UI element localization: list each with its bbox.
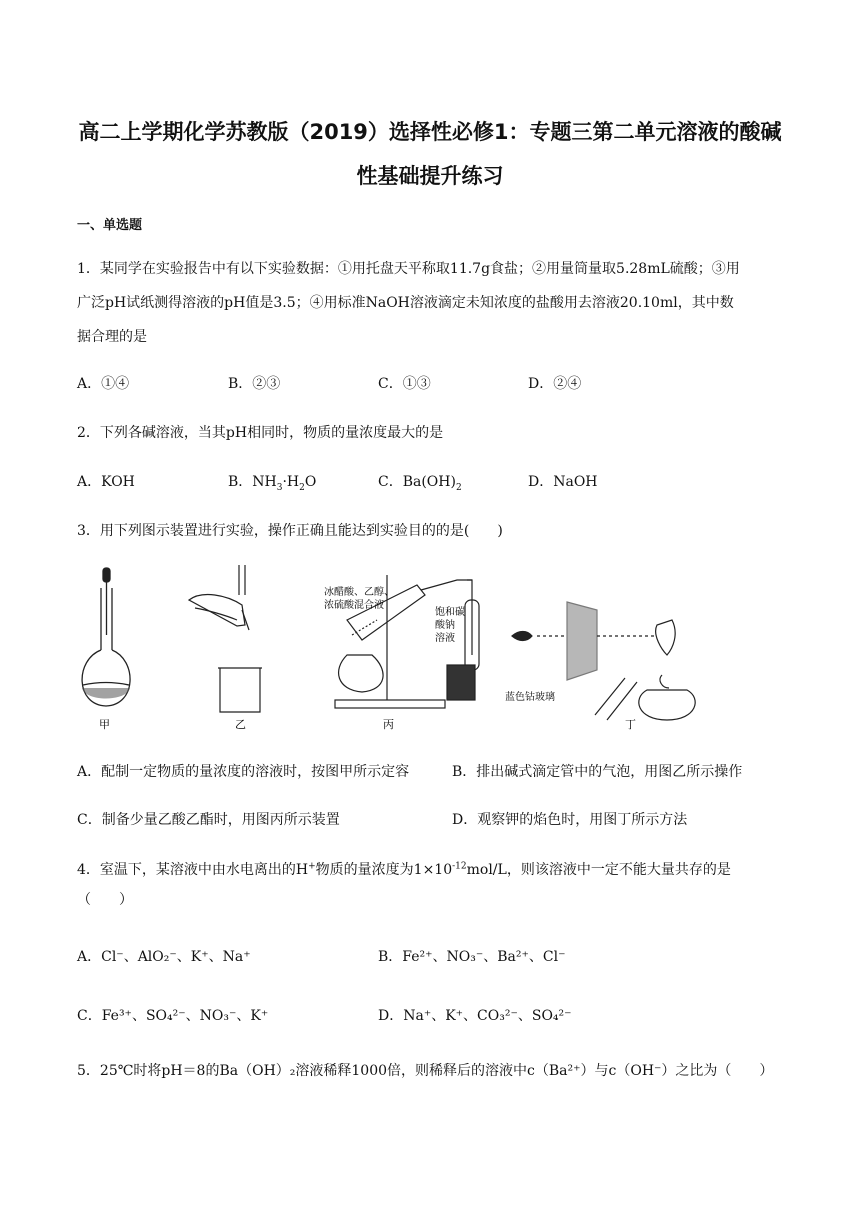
label-bing-note3: 饱和碳 bbox=[435, 607, 465, 618]
q3-apparatus-figure bbox=[77, 560, 777, 735]
q4-option-d: D．Na⁺、K⁺、CO₃²⁻、SO₄²⁻ bbox=[378, 1008, 572, 1024]
q3-option-d: D．观察钾的焰色时，用图丁所示方法 bbox=[452, 812, 688, 828]
volumetric-flask-figure bbox=[82, 568, 130, 706]
label-bing: 丙 bbox=[383, 718, 394, 731]
q4-option-a: A．Cl⁻、AlO₂⁻、K⁺、Na⁺ bbox=[77, 949, 251, 965]
label-bing-note2: 浓硫酸混合液 bbox=[324, 600, 384, 611]
label-ding-note: 蓝色钴玻璃 bbox=[505, 692, 555, 703]
q4-paren: （ ） bbox=[77, 892, 133, 908]
q3-text: 3．用下列图示装置进行实验，操作正确且能达到实验目的的是( ) bbox=[77, 523, 503, 539]
q3-option-c: C．制备少量乙酸乙酯时，用图丙所示装置 bbox=[77, 812, 340, 828]
q1-line3: 据合理的是 bbox=[77, 329, 147, 345]
label-jia: 甲 bbox=[99, 718, 110, 731]
q2-option-c: C．$Ba(OH)_2$ bbox=[378, 474, 462, 493]
page-title-line1: 高二上学期化学苏教版（2019）选择性必修1：专题三第二单元溶液的酸碱 bbox=[78, 120, 782, 144]
q1-option-d: D．②④ bbox=[528, 376, 582, 392]
q2-option-a: A．KOH bbox=[77, 474, 135, 490]
q1-line1: 1．某同学在实验报告中有以下实验数据：①用托盘天平称取11.7g食盐；②用量筒量取5.28mL硫酸；③用 bbox=[77, 261, 740, 277]
q2-text: 2．下列各碱溶液，当其pH相同时，物质的量浓度最大的是 bbox=[77, 425, 444, 441]
q2-option-b: B．$NH_3\cdot H_2O$ bbox=[228, 474, 317, 493]
q1-option-c: C．①③ bbox=[378, 376, 431, 392]
label-yi: 乙 bbox=[235, 718, 246, 731]
label-bing-note4: 酸钠 bbox=[435, 620, 455, 631]
page-title-line2: 性基础提升练习 bbox=[356, 164, 504, 188]
burette-hand-figure bbox=[189, 565, 262, 712]
q5-text: 5．25℃时将pH＝8的Ba（OH）₂溶液稀释1000倍，则稀释后的溶液中c（Ba²⁺）与c（OH⁻）之比为（ ） bbox=[77, 1063, 774, 1079]
q1-line2: 广泛pH试纸测得溶液的pH值是3.5；④用标准NaOH溶液滴定未知浓度的盐酸用去溶液20.10ml，其中数 bbox=[77, 295, 734, 311]
q3-option-a: A．配制一定物质的量浓度的溶液时，按图甲所示定容 bbox=[77, 764, 410, 780]
q2-option-d: D．NaOH bbox=[528, 474, 598, 490]
q4-option-b: B．Fe²⁺、NO₃⁻、Ba²⁺、Cl⁻ bbox=[378, 949, 566, 965]
q4-option-c: C．Fe³⁺、SO₄²⁻、NO₃⁻、K⁺ bbox=[77, 1008, 269, 1024]
label-bing-note5: 溶液 bbox=[435, 633, 455, 644]
q4-text: 4．室温下，某溶液中由水电离出的H+物质的量浓度为$1\times 10^{-12}mol/L$，则该溶液中一定不能大量共存的是 bbox=[77, 861, 731, 878]
label-bing-note1: 冰醋酸、乙醇、 bbox=[324, 587, 394, 598]
label-ding: 丁 bbox=[625, 718, 636, 731]
q1-option-b: B．②③ bbox=[228, 376, 281, 392]
q3-option-b: B．排出碱式滴定管中的气泡，用图乙所示操作 bbox=[452, 764, 743, 780]
section-heading: 一、单选题 bbox=[77, 218, 143, 233]
q1-option-a: A．①④ bbox=[77, 376, 130, 392]
